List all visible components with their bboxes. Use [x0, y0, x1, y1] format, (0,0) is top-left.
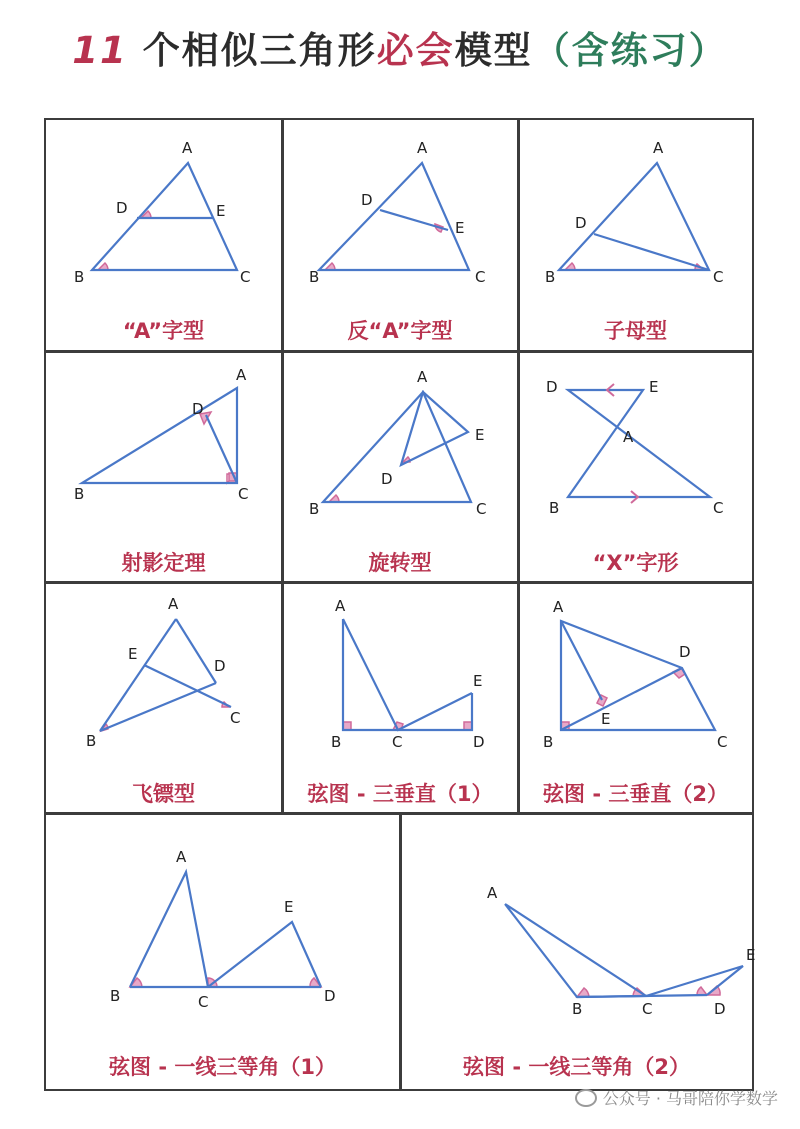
watermark-text: 公众号 · 马哥陪你学数学	[602, 1089, 778, 1108]
vertex-label: A	[417, 139, 428, 157]
model-caption: “X”字形	[592, 551, 679, 575]
three-equal-1-figure	[46, 814, 399, 1090]
vertex-label: C	[392, 733, 403, 751]
model-three-perpendiculars-2	[519, 583, 752, 812]
vertex-label: C	[642, 1000, 653, 1018]
vertex-label: B	[86, 732, 97, 750]
vertex-label: D	[679, 643, 691, 661]
title-part1: 个相似三角形	[142, 29, 377, 72]
model-projection-theorem	[46, 352, 281, 581]
model-grid	[44, 118, 754, 1091]
vertex-label: C	[240, 268, 251, 286]
model-rotation	[283, 352, 517, 581]
vertex-label: B	[110, 987, 121, 1005]
model-caption: 反“A”字型	[347, 319, 453, 343]
triangle-lines	[505, 904, 743, 997]
vertex-label: A	[335, 597, 346, 615]
vertex-label: D	[361, 191, 373, 209]
angle-marks	[130, 978, 321, 987]
angle-marks	[101, 702, 229, 731]
vertex-label: C	[713, 268, 724, 286]
vertex-label: E	[649, 378, 659, 396]
vertex-label: E	[746, 946, 756, 964]
model-caption: 旋转型	[368, 551, 432, 575]
triangle-lines	[568, 390, 710, 497]
vertex-label: B	[331, 733, 342, 751]
vertex-label: C	[198, 993, 209, 1011]
watermark	[575, 1086, 778, 1109]
vertex-label: D	[575, 214, 587, 232]
triangle-lines	[319, 163, 469, 270]
triangle-lines	[100, 619, 231, 731]
title-number: 11	[72, 29, 128, 72]
vertex-labels	[74, 139, 250, 286]
vertex-label: D	[714, 1000, 726, 1018]
vertex-label: A	[236, 366, 247, 384]
model-mother-child	[519, 120, 752, 350]
vertex-labels	[331, 597, 485, 751]
triangle-lines	[323, 392, 471, 502]
vertex-label: D	[324, 987, 336, 1005]
triangle-lines	[82, 388, 237, 483]
vertex-label: D	[192, 400, 204, 418]
vertex-label: D	[546, 378, 558, 396]
title-part2: 必会	[376, 29, 455, 72]
vertex-label: C	[238, 485, 249, 503]
model-caption: 弦图 - 一线三等角（1）	[109, 1055, 336, 1079]
vertex-label: C	[230, 709, 241, 727]
vertex-label: D	[116, 199, 128, 217]
model-three-equal-angles-1	[46, 814, 399, 1090]
vertex-label: B	[543, 733, 554, 751]
vertex-label: A	[623, 428, 634, 446]
model-x-shape	[519, 352, 752, 581]
vertex-label: E	[284, 898, 294, 916]
vertex-labels	[309, 139, 485, 286]
model-a-shape	[46, 120, 281, 350]
angle-marks	[98, 211, 151, 270]
model-caption: 飞镖型	[132, 782, 195, 806]
vertex-label: A	[553, 598, 564, 616]
wechat-icon	[575, 1089, 597, 1107]
model-caption: 弦图 - 三垂直（2）	[543, 782, 728, 806]
model-caption: “A”字型	[122, 319, 205, 343]
vertex-label: D	[381, 470, 393, 488]
vertex-label: C	[713, 499, 724, 517]
triangle-lines	[561, 621, 715, 730]
vertex-label: A	[417, 368, 428, 386]
vertex-label: E	[216, 202, 226, 220]
vertex-label: C	[717, 733, 728, 751]
model-reverse-a-shape	[283, 120, 517, 350]
vertex-label: E	[128, 645, 138, 663]
model-caption: 弦图 - 三垂直（1）	[307, 782, 493, 806]
model-dart	[46, 583, 281, 812]
vertex-label: E	[473, 672, 483, 690]
vertex-label: B	[309, 500, 320, 518]
vertex-label: D	[214, 657, 226, 675]
model-three-equal-angles-2	[401, 814, 756, 1090]
three-equal-2-figure	[401, 814, 756, 1090]
model-caption: 子母型	[604, 319, 667, 343]
vertex-label: D	[473, 733, 485, 751]
model-caption: 弦图 - 一线三等角（2）	[463, 1055, 690, 1079]
triangle-lines	[343, 619, 472, 730]
vertex-label: A	[182, 139, 193, 157]
vertex-label: E	[455, 219, 465, 237]
vertex-label: B	[549, 499, 560, 517]
vertex-labels	[543, 598, 727, 751]
angle-marks	[325, 224, 443, 270]
vertex-label: A	[487, 884, 498, 902]
title-part4: （含练习）	[532, 29, 728, 72]
vertex-label: C	[475, 268, 486, 286]
vertex-label: B	[74, 268, 85, 286]
vertex-label: A	[176, 848, 187, 866]
vertex-labels	[487, 884, 755, 1018]
vertex-label: B	[572, 1000, 583, 1018]
triangle-lines	[130, 872, 321, 987]
vertex-label: A	[168, 595, 179, 613]
vertex-label: E	[601, 710, 611, 728]
model-three-perpendiculars-1	[283, 583, 517, 812]
title-part3: 模型	[454, 29, 533, 72]
angle-marks	[329, 457, 410, 502]
vertex-label: C	[476, 500, 487, 518]
model-caption: 射影定理	[121, 551, 206, 575]
vertex-label: A	[653, 139, 664, 157]
page-title	[0, 20, 800, 74]
vertex-label: B	[545, 268, 556, 286]
vertex-label: B	[309, 268, 320, 286]
vertex-label: E	[475, 426, 485, 444]
vertex-label: B	[74, 485, 85, 503]
